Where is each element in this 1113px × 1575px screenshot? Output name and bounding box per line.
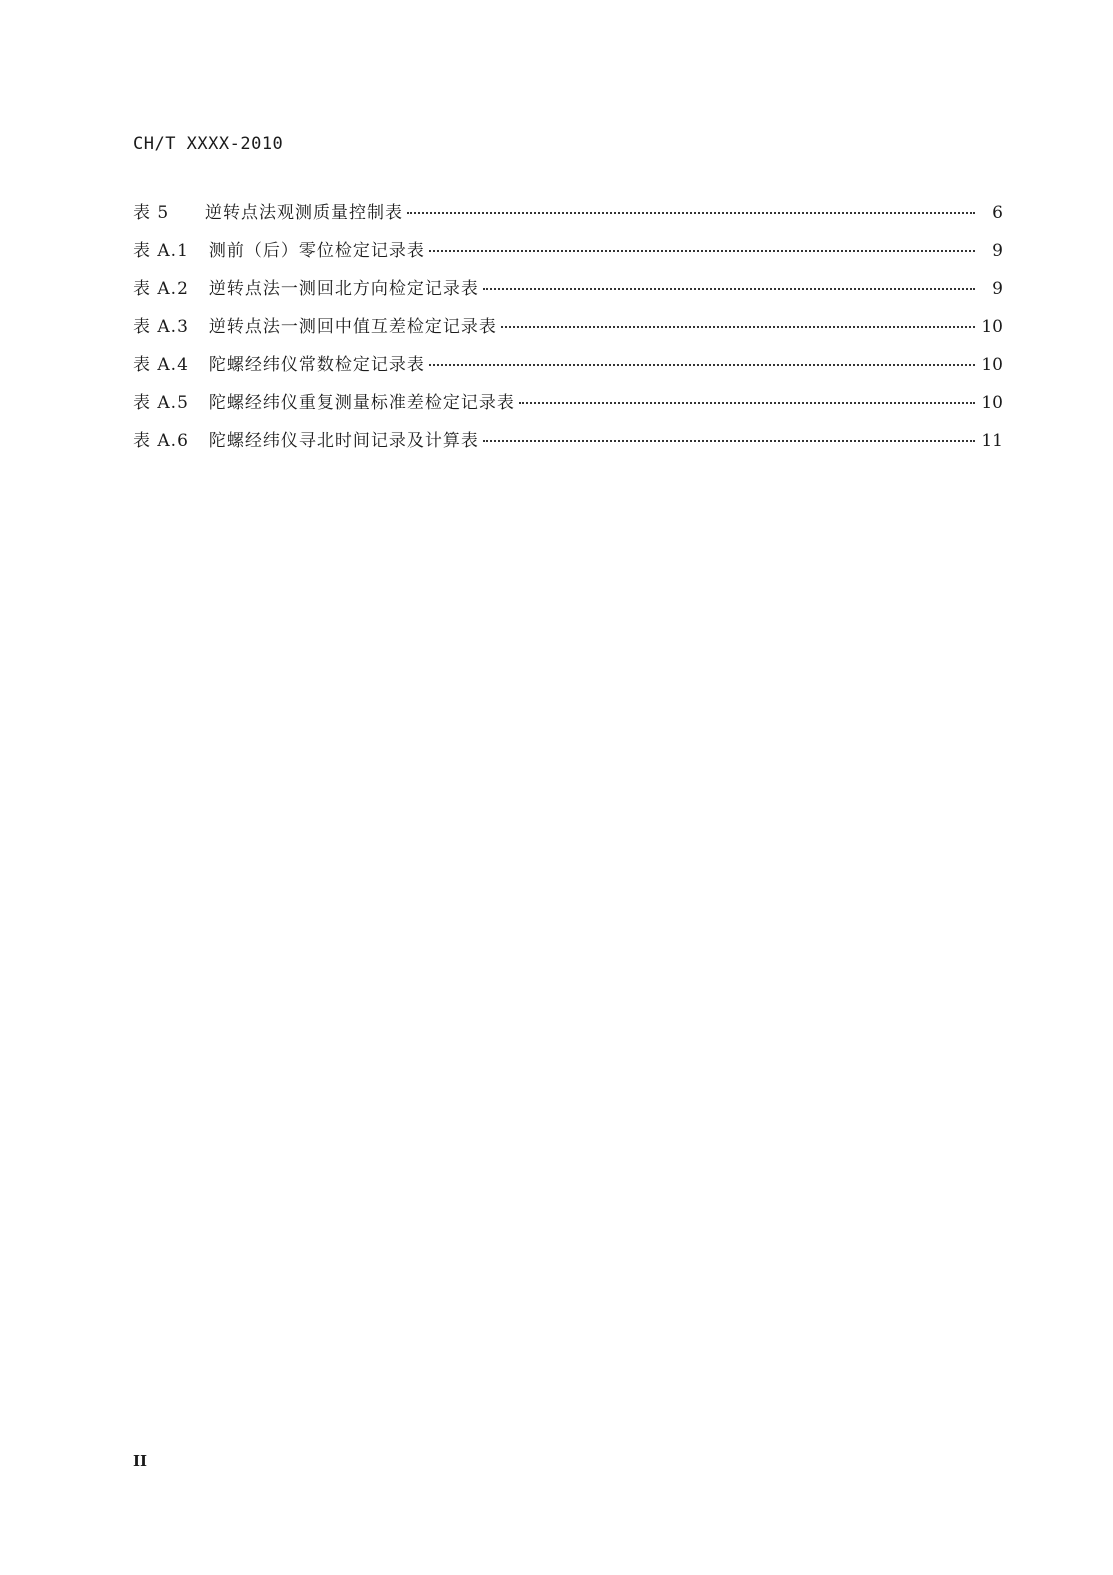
toc-entry-title: 陀螺经纬仪寻北时间记录及计算表 xyxy=(208,431,479,451)
toc-entry-page: 11 xyxy=(981,431,1003,451)
toc-leader-dots xyxy=(483,288,975,290)
toc-entry[interactable] xyxy=(133,350,1003,388)
toc-leader-dots xyxy=(429,364,975,366)
toc-entry-number: 表 A.3 xyxy=(133,317,189,337)
toc-leader-dots xyxy=(407,212,975,214)
toc-entry[interactable] xyxy=(133,198,1003,236)
toc-entry[interactable] xyxy=(133,312,1003,350)
toc-leader-dots xyxy=(429,250,975,252)
table-of-contents xyxy=(133,198,1003,464)
toc-entry-number: 表 5 xyxy=(133,203,170,223)
toc-entry-number: 表 A.6 xyxy=(133,431,189,451)
document-code: CH/T XXXX-2010 xyxy=(133,134,284,154)
toc-entry[interactable] xyxy=(133,388,1003,426)
toc-entry-number: 表 A.4 xyxy=(133,355,189,375)
page-number: II xyxy=(133,1452,148,1470)
toc-leader-dots xyxy=(483,440,975,442)
toc-entry-title: 测前（后）零位检定记录表 xyxy=(208,241,425,261)
toc-leader-dots xyxy=(519,402,975,404)
toc-entry-page: 9 xyxy=(992,279,1003,299)
toc-entry-title: 逆转点法观测质量控制表 xyxy=(205,203,403,223)
toc-leader-dots xyxy=(501,326,975,328)
toc-entry-number: 表 A.2 xyxy=(133,279,189,299)
toc-entry-page: 10 xyxy=(981,393,1003,413)
toc-entry-title: 逆转点法一测回北方向检定记录表 xyxy=(208,279,479,299)
toc-entry-page: 9 xyxy=(992,241,1003,261)
toc-entry-page: 10 xyxy=(981,317,1003,337)
toc-entry-number: 表 A.1 xyxy=(133,241,189,261)
toc-entry-page: 10 xyxy=(981,355,1003,375)
toc-entry[interactable] xyxy=(133,236,1003,274)
toc-entry-number: 表 A.5 xyxy=(133,393,189,413)
toc-entry-title: 陀螺经纬仪常数检定记录表 xyxy=(208,355,425,375)
toc-entry-title: 陀螺经纬仪重复测量标准差检定记录表 xyxy=(208,393,515,413)
toc-entry[interactable] xyxy=(133,274,1003,312)
toc-entry-page: 6 xyxy=(992,203,1003,223)
toc-entry[interactable] xyxy=(133,426,1003,464)
toc-entry-title: 逆转点法一测回中值互差检定记录表 xyxy=(208,317,497,337)
